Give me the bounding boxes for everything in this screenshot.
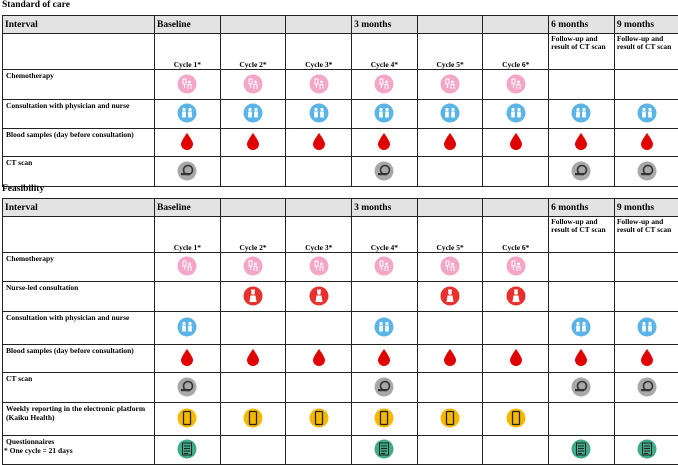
schedule-cell bbox=[286, 373, 352, 403]
blood-drop-icon bbox=[247, 349, 259, 368]
header-cell: 6 months bbox=[549, 199, 615, 217]
header-cell: Baseline bbox=[155, 16, 221, 34]
schedule-cell bbox=[155, 129, 221, 157]
schedule-cell bbox=[352, 436, 418, 465]
questionnaire-icon bbox=[177, 439, 197, 461]
header-cell bbox=[286, 16, 352, 34]
nurse-icon bbox=[309, 286, 329, 308]
schedule-cell bbox=[549, 373, 615, 403]
blood-drop-icon bbox=[444, 133, 456, 152]
phone-icon bbox=[309, 408, 329, 430]
schedule-cell bbox=[155, 345, 221, 373]
consultation-icon bbox=[243, 103, 263, 125]
schedule-cell bbox=[155, 70, 221, 100]
cycle-header: Cycle 6* bbox=[483, 34, 549, 70]
header-cell bbox=[483, 16, 549, 34]
feasibility-table bbox=[2, 198, 678, 465]
followup-header: Follow-up and result of CT scan bbox=[549, 217, 615, 253]
blood-drop-icon bbox=[641, 133, 653, 152]
schedule-cell bbox=[352, 129, 418, 157]
consultation-icon bbox=[637, 317, 657, 339]
schedule-cell bbox=[614, 312, 678, 345]
schedule-cell bbox=[483, 282, 549, 312]
schedule-cell bbox=[614, 70, 678, 100]
schedule-cell bbox=[220, 312, 286, 345]
followup-header: Follow-up and result of CT scan bbox=[549, 34, 615, 70]
chemotherapy-icon bbox=[374, 74, 394, 96]
schedule-cell bbox=[549, 312, 615, 345]
schedule-cell bbox=[417, 129, 483, 157]
schedule-cell bbox=[417, 312, 483, 345]
header-cell bbox=[417, 16, 483, 34]
schedule-cell bbox=[352, 345, 418, 373]
blood-drop-icon bbox=[181, 133, 193, 152]
schedule-cell bbox=[483, 70, 549, 100]
chemotherapy-icon bbox=[440, 74, 460, 96]
header-interval: Interval bbox=[3, 199, 155, 217]
schedule-cell bbox=[220, 282, 286, 312]
table-row bbox=[3, 157, 678, 187]
blood-drop-icon bbox=[181, 349, 193, 368]
ct-scan-icon bbox=[637, 377, 657, 399]
row-label: Questionnaires bbox=[3, 436, 155, 465]
schedule-cell bbox=[614, 282, 678, 312]
schedule-cell bbox=[155, 282, 221, 312]
standard-section-title: Standard of care bbox=[2, 0, 70, 10]
schedule-cell bbox=[155, 403, 221, 436]
blood-drop-icon bbox=[313, 133, 325, 152]
cycle-header: Cycle 6* bbox=[483, 217, 549, 253]
chemotherapy-icon bbox=[309, 74, 329, 96]
blood-drop-icon bbox=[444, 349, 456, 368]
schedule-cell bbox=[614, 253, 678, 282]
schedule-cell bbox=[352, 253, 418, 282]
schedule-cell bbox=[549, 70, 615, 100]
row-label: Weekly reporting in the electronic platform (Kaiku Health) bbox=[3, 403, 155, 436]
header-cell: 9 months bbox=[614, 16, 678, 34]
schedule-cell bbox=[417, 282, 483, 312]
schedule-cell bbox=[286, 253, 352, 282]
consultation-icon bbox=[374, 317, 394, 339]
cycle-header: Cycle 1* bbox=[155, 34, 221, 70]
ct-scan-icon bbox=[571, 161, 591, 183]
consultation-icon bbox=[374, 103, 394, 125]
schedule-cell bbox=[352, 403, 418, 436]
schedule-cell bbox=[483, 373, 549, 403]
schedule-cell bbox=[220, 100, 286, 129]
cycle-header: Cycle 5* bbox=[417, 34, 483, 70]
cycle-header bbox=[3, 217, 155, 253]
consultation-icon bbox=[506, 103, 526, 125]
row-label: Consultation with physician and nurse bbox=[3, 312, 155, 345]
schedule-cell bbox=[220, 436, 286, 465]
feasibility-section-title: Feasibility bbox=[2, 184, 44, 194]
schedule-cell bbox=[614, 157, 678, 187]
schedule-cell bbox=[155, 312, 221, 345]
consultation-icon bbox=[309, 103, 329, 125]
schedule-cell bbox=[352, 282, 418, 312]
schedule-cell bbox=[155, 157, 221, 187]
chemotherapy-icon bbox=[506, 74, 526, 96]
blood-drop-icon bbox=[641, 349, 653, 368]
chemotherapy-icon bbox=[243, 256, 263, 278]
blood-drop-icon bbox=[378, 349, 390, 368]
schedule-cell bbox=[549, 157, 615, 187]
cycle-header: Cycle 4* bbox=[352, 217, 418, 253]
row-label: CT scan bbox=[3, 157, 155, 187]
blood-drop-icon bbox=[378, 133, 390, 152]
table-row bbox=[3, 129, 678, 157]
header-cell bbox=[220, 16, 286, 34]
schedule-cell bbox=[483, 157, 549, 187]
schedule-cell bbox=[155, 253, 221, 282]
schedule-cell bbox=[417, 253, 483, 282]
questionnaire-icon bbox=[571, 439, 591, 461]
header-cell: 3 months bbox=[352, 199, 418, 217]
schedule-cell bbox=[155, 100, 221, 129]
schedule-cell bbox=[220, 373, 286, 403]
cycle-header: Cycle 2* bbox=[220, 217, 286, 253]
schedule-cell bbox=[549, 436, 615, 465]
blood-drop-icon bbox=[510, 133, 522, 152]
ct-scan-icon bbox=[374, 161, 394, 183]
schedule-cell bbox=[155, 436, 221, 465]
schedule-cell bbox=[417, 403, 483, 436]
blood-drop-icon bbox=[510, 349, 522, 368]
table-row bbox=[3, 345, 678, 373]
schedule-cell bbox=[286, 403, 352, 436]
cycle-header: Cycle 3* bbox=[286, 217, 352, 253]
schedule-cell bbox=[549, 282, 615, 312]
schedule-cell bbox=[352, 100, 418, 129]
row-label: Chemotherapy bbox=[3, 253, 155, 282]
schedule-cell bbox=[614, 403, 678, 436]
schedule-cell bbox=[417, 345, 483, 373]
schedule-cell bbox=[549, 129, 615, 157]
ct-scan-icon bbox=[177, 377, 197, 399]
schedule-cell bbox=[549, 403, 615, 436]
cycle-header: Cycle 3* bbox=[286, 34, 352, 70]
ct-scan-icon bbox=[177, 161, 197, 183]
row-label: CT scan bbox=[3, 373, 155, 403]
schedule-cell bbox=[286, 129, 352, 157]
phone-icon bbox=[177, 408, 197, 430]
cycle-header: Cycle 4* bbox=[352, 34, 418, 70]
schedule-cell bbox=[220, 253, 286, 282]
phone-icon bbox=[243, 408, 263, 430]
blood-drop-icon bbox=[247, 133, 259, 152]
schedule-cell bbox=[417, 373, 483, 403]
row-label: Consultation with physician and nurse bbox=[3, 100, 155, 129]
standard-of-care-table bbox=[2, 15, 678, 187]
schedule-cell bbox=[417, 100, 483, 129]
ct-scan-icon bbox=[374, 377, 394, 399]
schedule-cell bbox=[220, 157, 286, 187]
consultation-icon bbox=[440, 103, 460, 125]
chemotherapy-icon bbox=[440, 256, 460, 278]
schedule-cell bbox=[286, 436, 352, 465]
chemotherapy-icon bbox=[177, 74, 197, 96]
header-cell: 9 months bbox=[614, 199, 678, 217]
nurse-icon bbox=[440, 286, 460, 308]
cycle-header bbox=[3, 34, 155, 70]
schedule-cell bbox=[352, 157, 418, 187]
schedule-cell bbox=[483, 129, 549, 157]
schedule-cell bbox=[549, 345, 615, 373]
table-row bbox=[3, 70, 678, 100]
schedule-cell bbox=[220, 345, 286, 373]
schedule-cell bbox=[286, 312, 352, 345]
header-cell: Baseline bbox=[155, 199, 221, 217]
schedule-cell bbox=[352, 312, 418, 345]
schedule-cell bbox=[549, 100, 615, 129]
chemotherapy-icon bbox=[374, 256, 394, 278]
schedule-cell bbox=[483, 312, 549, 345]
ct-scan-icon bbox=[637, 161, 657, 183]
schedule-cell bbox=[417, 157, 483, 187]
schedule-cell bbox=[483, 403, 549, 436]
table-row bbox=[3, 373, 678, 403]
header-cell bbox=[220, 199, 286, 217]
nurse-icon bbox=[243, 286, 263, 308]
table-row bbox=[3, 282, 678, 312]
blood-drop-icon bbox=[575, 133, 587, 152]
phone-icon bbox=[440, 408, 460, 430]
phone-icon bbox=[506, 408, 526, 430]
schedule-cell bbox=[286, 100, 352, 129]
footnote: * One cycle = 21 days bbox=[4, 446, 73, 455]
chemotherapy-icon bbox=[309, 256, 329, 278]
blood-drop-icon bbox=[575, 349, 587, 368]
schedule-cell bbox=[352, 70, 418, 100]
schedule-cell bbox=[483, 253, 549, 282]
row-label: Blood samples (day before consultation) bbox=[3, 129, 155, 157]
cycle-header: Cycle 5* bbox=[417, 217, 483, 253]
schedule-cell bbox=[417, 436, 483, 465]
schedule-cell bbox=[614, 345, 678, 373]
schedule-cell bbox=[417, 70, 483, 100]
schedule-cell bbox=[614, 436, 678, 465]
followup-header: Follow-up and result of CT scan bbox=[614, 217, 678, 253]
schedule-cell bbox=[483, 436, 549, 465]
row-label: Chemotherapy bbox=[3, 70, 155, 100]
questionnaire-icon bbox=[637, 439, 657, 461]
schedule-cell bbox=[549, 253, 615, 282]
table-row bbox=[3, 253, 678, 282]
table-row bbox=[3, 403, 678, 436]
schedule-cell bbox=[155, 373, 221, 403]
table-row bbox=[3, 312, 678, 345]
schedule-cell bbox=[614, 373, 678, 403]
header-cell: 3 months bbox=[352, 16, 418, 34]
table-row bbox=[3, 100, 678, 129]
nurse-icon bbox=[506, 286, 526, 308]
chemotherapy-icon bbox=[177, 256, 197, 278]
followup-header: Follow-up and result of CT scan bbox=[614, 34, 678, 70]
consultation-icon bbox=[637, 103, 657, 125]
consultation-icon bbox=[571, 317, 591, 339]
ct-scan-icon bbox=[571, 377, 591, 399]
phone-icon bbox=[374, 408, 394, 430]
schedule-cell bbox=[220, 129, 286, 157]
consultation-icon bbox=[571, 103, 591, 125]
schedule-cell bbox=[220, 403, 286, 436]
schedule-cell bbox=[483, 100, 549, 129]
schedule-cell bbox=[286, 282, 352, 312]
schedule-cell bbox=[352, 373, 418, 403]
schedule-cell bbox=[614, 100, 678, 129]
cycle-header: Cycle 2* bbox=[220, 34, 286, 70]
header-cell bbox=[483, 199, 549, 217]
schedule-cell bbox=[286, 345, 352, 373]
consultation-icon bbox=[177, 317, 197, 339]
table-row bbox=[3, 436, 678, 465]
cycle-header: Cycle 1* bbox=[155, 217, 221, 253]
chemotherapy-icon bbox=[506, 256, 526, 278]
row-label: Nurse-led consultation bbox=[3, 282, 155, 312]
header-cell bbox=[286, 199, 352, 217]
schedule-cell bbox=[483, 345, 549, 373]
schedule-cell bbox=[220, 70, 286, 100]
consultation-icon bbox=[177, 103, 197, 125]
schedule-cell bbox=[286, 157, 352, 187]
schedule-cell bbox=[614, 129, 678, 157]
blood-drop-icon bbox=[313, 349, 325, 368]
questionnaire-icon bbox=[374, 439, 394, 461]
chemotherapy-icon bbox=[243, 74, 263, 96]
row-label: Blood samples (day before consultation) bbox=[3, 345, 155, 373]
header-cell: 6 months bbox=[549, 16, 615, 34]
header-cell bbox=[417, 199, 483, 217]
header-interval: Interval bbox=[3, 16, 155, 34]
schedule-cell bbox=[286, 70, 352, 100]
